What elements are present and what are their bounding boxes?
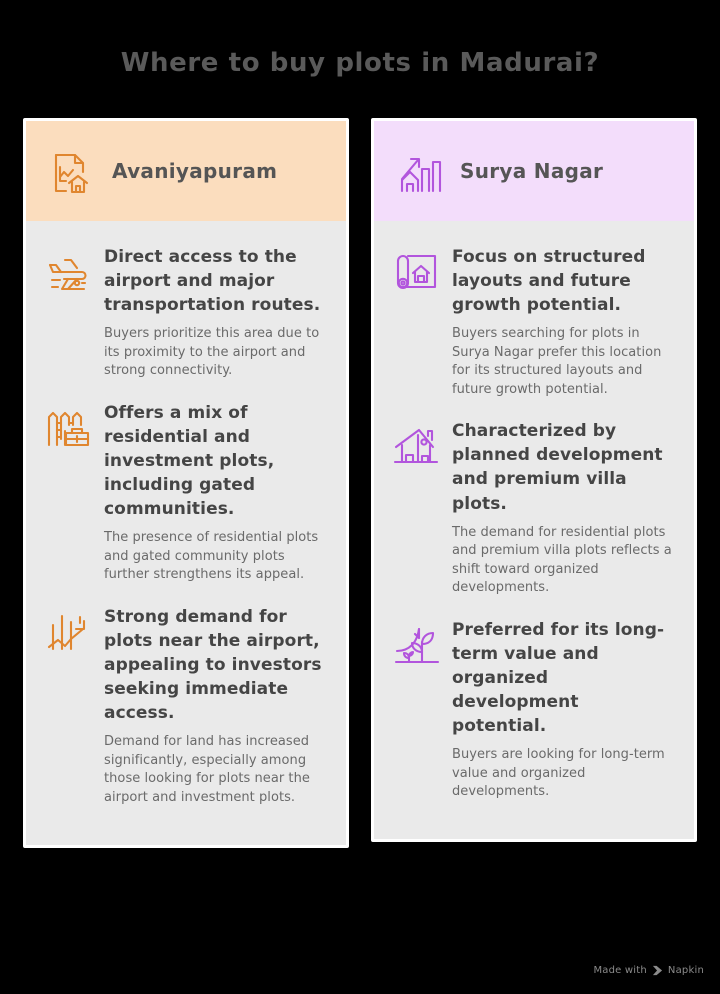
feature-description: The demand for residential plots and premium villa plots reflects a shift toward organized developments. [452,524,672,596]
napkin-watermark [593,965,704,976]
feature-item [392,237,676,411]
feature-item [392,411,676,609]
card-surya-nagar [371,118,697,842]
page-title: Where to buy plots in Madurai? [120,48,600,78]
blueprint-house-icon [392,249,440,297]
card-header-avaniyapuram [26,121,346,221]
feature-item [392,610,676,814]
napkin-logo-icon [652,965,663,976]
card-body-avaniyapuram [26,221,346,845]
feature-item [44,597,328,819]
feature-text [104,245,328,381]
card-header-surya-nagar [374,121,694,221]
card-title-avaniyapuram: Avaniyapuram [112,158,278,183]
document-chart-house-icon [48,149,96,197]
card-avaniyapuram [23,118,349,848]
feature-item [44,393,328,597]
feature-description: Buyers are looking for long-term value and organized developments. [452,747,665,800]
bar-chart-house-arrow-icon [396,149,444,197]
feature-text [452,245,676,399]
comparison-cards [0,118,720,848]
feature-text [104,605,328,807]
feature-text [452,618,676,802]
feature-text [452,419,676,597]
watermark-prefix: Made with [593,965,647,976]
feature-item [44,237,328,393]
feature-text [104,401,328,585]
sprout-growth-icon [392,622,440,670]
card-title-surya-nagar: Surya Nagar [460,158,604,183]
watermark-brand: Napkin [667,965,704,976]
feature-heading: Direct access to the airport and major transportation routes. [104,247,321,316]
feature-description: Demand for land has increased significantly, especially among those looking for plots near the airport and investment plots. [104,734,310,805]
feature-heading: Focus on structured layouts and future growth potential. [452,247,646,316]
card-body-surya-nagar [374,221,694,839]
feature-description: Buyers prioritize this area due to its proximity to the airport and strong connectivity. [104,326,320,379]
feature-description: The presence of residential plots and gated community plots further strengthens its appeal. [104,530,319,583]
villa-house-icon [392,423,440,471]
feature-heading: Strong demand for plots near the airport, appealing to investors seeking immediate access. [104,606,322,724]
airplane-icon [44,249,92,297]
feature-description: Buyers searching for plots in Surya Nagar prefer this location for its structured layouts and future growth potential. [452,326,662,397]
growth-chart-arrow-icon [44,609,92,657]
feature-heading: Characterized by planned development and premium villa plots. [452,421,663,514]
feature-heading: Preferred for its long-term value and organized development potential. [452,619,665,736]
buildings-briefcase-icon [44,405,92,453]
feature-heading: Offers a mix of residential and investment plots, including gated communities. [104,402,275,520]
